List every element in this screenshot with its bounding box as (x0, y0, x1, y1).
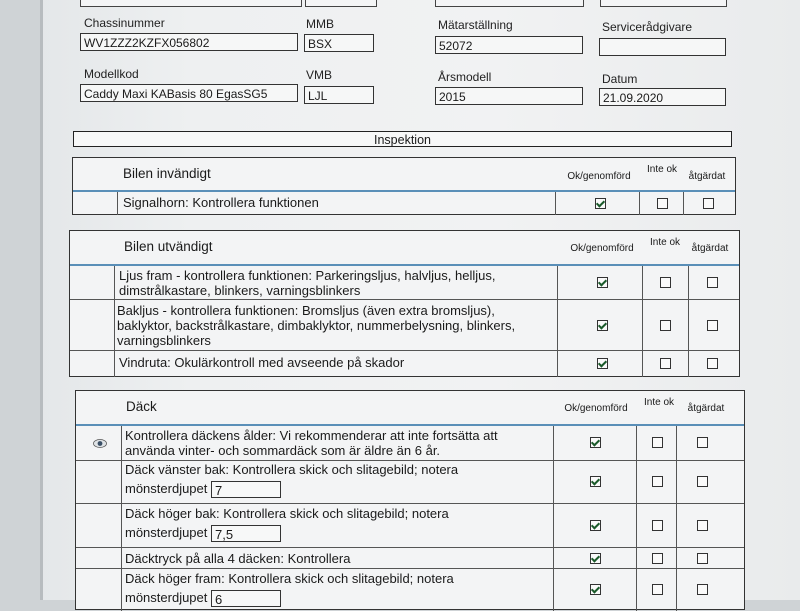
tread-depth-label: mönsterdjupet 7 (125, 481, 281, 498)
section-title: Däck (126, 399, 157, 414)
advisor-field (599, 38, 726, 56)
ok-checkbox[interactable] (590, 520, 601, 531)
not-ok-checkbox[interactable] (652, 584, 663, 595)
checklist-row (73, 192, 735, 215)
col-not-ok-header: Inte ok (646, 164, 678, 175)
row-text: Däck höger fram: Kontrollera skick och slitagebild; notera (125, 571, 454, 586)
ok-checkbox[interactable] (595, 198, 606, 209)
not-ok-checkbox[interactable] (660, 277, 671, 288)
section-interior (72, 157, 736, 215)
odometer-label: Mätarställning (438, 18, 513, 32)
row-text: Däck vänster bak: Kontrollera skick och slitagebild; notera (125, 462, 459, 477)
ok-checkbox[interactable] (597, 358, 608, 369)
section-title: Bilen invändigt (123, 166, 211, 181)
tread-depth-label: mönsterdjupet 6 (125, 590, 281, 607)
checklist-row (70, 351, 739, 377)
col-not-ok-header: Inte ok (643, 397, 675, 408)
advisor-label: Servicerådgivare (602, 20, 693, 34)
fixed-checkbox[interactable] (697, 520, 708, 531)
row-text: Vindruta: Okulärkontroll med avseende på skador (119, 355, 405, 370)
checklist-row (76, 426, 744, 461)
fixed-checkbox[interactable] (697, 553, 708, 564)
checklist-row (70, 300, 739, 351)
chassis-label: Chassinummer (84, 16, 165, 30)
tread-depth-label: mönsterdjupet 7,5 (125, 525, 281, 542)
top-fields-edge (80, 0, 760, 6)
col-ok-header: Ok/genomförd (564, 403, 628, 414)
vmb-label: VMB (306, 68, 333, 82)
eye-icon[interactable] (93, 439, 107, 448)
section-title: Bilen utvändigt (124, 239, 213, 254)
section-exterior (69, 230, 740, 377)
col-fixed-header: åtgärdat (687, 403, 725, 414)
not-ok-checkbox[interactable] (652, 553, 663, 564)
model-field: Caddy Maxi KABasis 80 EgasSG5 (80, 84, 298, 102)
row-text: Däck höger bak: Kontrollera skick och slitagebild; notera (125, 506, 449, 521)
not-ok-checkbox[interactable] (652, 520, 663, 531)
section-header (76, 391, 744, 426)
mmb-label: MMB (306, 17, 334, 31)
row-text: Ljus fram - kontrollera funktionen: Parkeringsljus, halvljus, helljus, dimstrålkastare, blinkers, varningsblinkers (119, 268, 496, 298)
year-field: 2015 (435, 87, 583, 105)
section-tyres (75, 390, 745, 610)
ok-checkbox[interactable] (590, 553, 601, 564)
row-text: Bakljus - kontrollera funktionen: Bromsljus (även extra bromsljus), baklyktor, backstrålkastare, dimbaklyktor, nummerbelysning, blinkers, varningsblinkers (117, 303, 516, 348)
not-ok-checkbox[interactable] (652, 476, 663, 487)
checklist-row (76, 548, 744, 569)
col-fixed-header: åtgärdat (691, 243, 729, 254)
checklist-row (76, 461, 744, 504)
date-label: Datum (602, 72, 638, 86)
col-ok-header: Ok/genomförd (570, 243, 634, 254)
fixed-checkbox[interactable] (707, 358, 718, 369)
row-text: Kontrollera däckens ålder: Vi rekommenderar att inte fortsätta att använda vinter- och sommardäck som är äldre än 6 år. (125, 428, 498, 458)
chassis-field: WV1ZZZ2KZFX056802 (80, 33, 298, 51)
section-header (73, 158, 735, 192)
checklist-row (76, 504, 744, 548)
year-label: Årsmodell (438, 70, 492, 84)
paper-fold (40, 0, 43, 600)
fixed-checkbox[interactable] (697, 476, 708, 487)
tread-depth-value[interactable]: 7,5 (211, 525, 281, 542)
date-field: 21.09.2020 (599, 88, 726, 106)
vmb-field: LJL (304, 86, 374, 104)
ok-checkbox[interactable] (590, 476, 601, 487)
model-label: Modellkod (84, 67, 139, 81)
tread-depth-value[interactable]: 6 (211, 590, 281, 607)
not-ok-checkbox[interactable] (657, 198, 668, 209)
checklist-row (76, 569, 744, 611)
not-ok-checkbox[interactable] (660, 358, 671, 369)
not-ok-checkbox[interactable] (660, 320, 671, 331)
col-not-ok-header: Inte ok (649, 237, 681, 248)
inspection-title: Inspektion (73, 131, 732, 147)
tread-depth-value[interactable]: 7 (211, 481, 281, 498)
fixed-checkbox[interactable] (697, 584, 708, 595)
section-header (70, 231, 739, 266)
row-text: Däcktryck på alla 4 däcken: Kontrollera (125, 551, 351, 566)
col-ok-header: Ok/genomförd (567, 171, 631, 182)
checklist-row (70, 266, 739, 300)
fixed-checkbox[interactable] (697, 437, 708, 448)
fixed-checkbox[interactable] (707, 277, 718, 288)
fixed-checkbox[interactable] (707, 320, 718, 331)
col-fixed-header: åtgärdat (688, 171, 726, 182)
ok-checkbox[interactable] (590, 584, 601, 595)
mmb-field: BSX (304, 34, 374, 52)
odometer-field: 52072 (435, 36, 583, 54)
not-ok-checkbox[interactable] (652, 437, 663, 448)
fixed-checkbox[interactable] (703, 198, 714, 209)
ok-checkbox[interactable] (597, 320, 608, 331)
ok-checkbox[interactable] (590, 437, 601, 448)
ok-checkbox[interactable] (597, 277, 608, 288)
row-text: Signalhorn: Kontrollera funktionen (123, 195, 319, 210)
